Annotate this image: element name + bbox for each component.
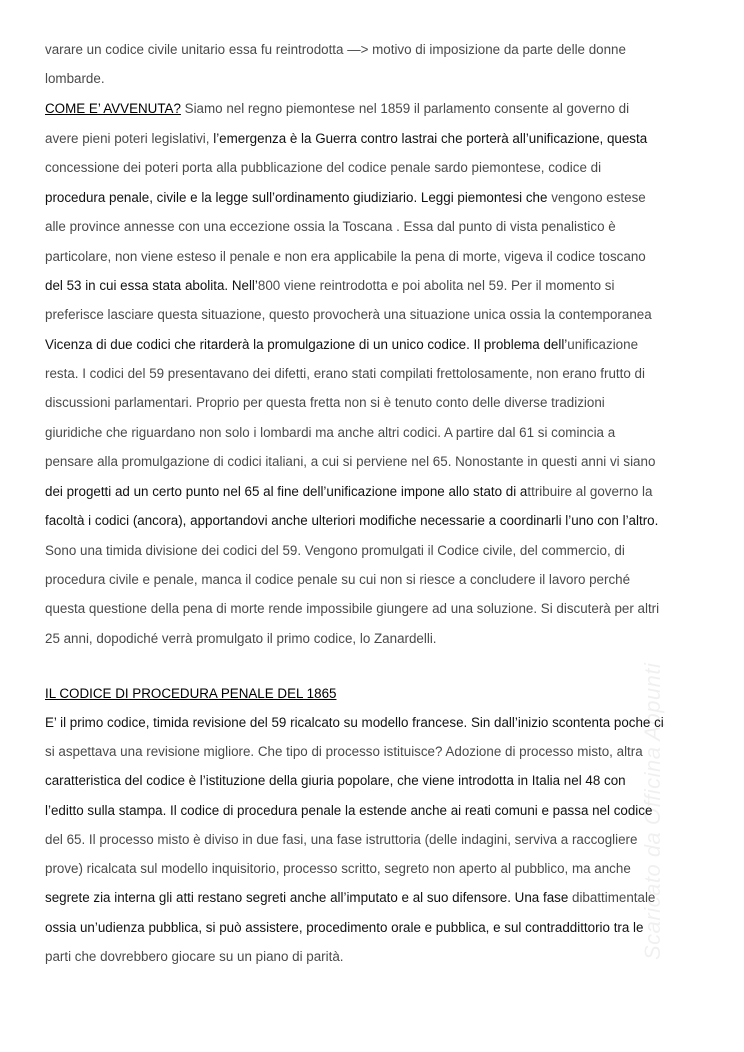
text-segment: particolare, non viene esteso il penale e non era applicabile la pena di morte, vigeva il codice toscano [45,249,646,264]
text-segment: pensare alla promulgazione di codici italiani, a cui si perviene nel 65. Nonostante in questi anni vi siano [45,454,656,469]
text-line [45,918,643,938]
text-line [45,188,646,208]
text-segment: prove) ricalcata sul modello inquisitorio, processo scritto, segreto non aperto al pubblico, ma anche [45,861,631,876]
text-line [45,629,437,649]
text-segment: Sono una timida divisione dei codici del 59. Vengono promulgati il Codice civile, del commercio, di [45,543,625,558]
section-heading [45,684,336,704]
text-line [45,247,646,267]
text-line [45,276,614,296]
text-line [45,511,658,531]
text-segment: si aspettava una revisione migliore. Che tipo di processo istituisce? Adozione di processo misto, altra [45,744,643,759]
text-segment: concessione dei poteri porta alla pubblicazione del codice penale sardo piemontese, codice di [45,160,602,175]
text-line [45,482,652,502]
text-line [45,801,652,821]
text-segment: Siamo nel regno piemontese nel 1859 il parlamento consente al governo di [180,101,630,116]
text-segment: preferisce lasciare questa situazione, questo provocherà una situazione unica ossia la contemporanea [45,307,652,322]
text-segment: procedura penale, civile e la legge sull’ordinamento giudiziario. Leggi piemontesi che [45,190,548,205]
text-segment: dei progetti ad un certo punto nel 65 al fine dell’unificazione impone allo stato di a [45,484,528,499]
text-segment: avere pieni poteri legislativi, [45,131,214,146]
text-segment: caratteristica del codice è l’istituzione della giuria popolare, che viene introdotta in Italia nel 48 con [45,773,626,788]
text-segment: procedura civile e penale, manca il codice penale su cui non si riesce a concludere il lavoro perché [45,572,631,587]
text-line [45,859,631,879]
text-segment: ttribuire al governo la [527,484,653,499]
text-segment: del 65. Il processo misto è diviso in due fasi, una fase istruttoria (delle indagini, serviva a raccogliere [45,832,638,847]
text-line [45,599,659,619]
text-line [45,335,638,355]
text-segment: 25 anni, dopodiché verrà promulgato il primo codice, lo Zanardelli. [45,631,437,646]
text-segment: ossia un’udienza pubblica, si può assistere, procedimento orale e pubblica, e sul contraddittorio tra le [45,920,644,935]
text-line [45,305,652,325]
text-segment: vengono estese [547,190,646,205]
text-line [45,570,630,590]
text-segment: discussioni parlamentari. Proprio per questa fretta non si è tenuto conto delle diverse tradizioni [45,395,605,410]
text-line [45,423,615,443]
text-line [45,771,626,791]
heading-text: COME E’ AVVENUTA? [45,101,181,116]
text-line [45,713,664,733]
text-line [45,364,645,384]
text-line [45,99,629,119]
text-segment: lombarde. [45,71,105,86]
text-segment: questa questione della pena di morte rende impossibile giungere ad una soluzione. Si discuterà per altri [45,601,660,616]
text-segment: segrete zia interna gli atti restano segreti anche all’imputato e al suo difensore. Una fase [45,890,569,905]
text-segment: giuridiche che riguardano non solo i lombardi ma anche altri codici. A partire dal 61 si comincia a [45,425,616,440]
text-segment: alle province annesse con una eccezione ossia la Toscana . Essa dal punto di vista penalistico è [45,219,616,234]
text-line [45,947,344,967]
text-segment: E’ il primo codice, timida revisione del 59 ricalcato su modello francese. Sin dall’inizio scontenta poche ci [45,715,664,730]
text-segment: Vicenza di due codici che ritarderà la promulgazione di un unico codice. Il problema dell’ [45,337,568,352]
text-line [45,541,625,561]
heading-text: IL CODICE DI PROCEDURA PENALE DEL 1865 [45,686,337,701]
text-segment: unificazione [567,337,639,352]
text-line [45,129,647,149]
watermark-text: Scaricato da Officina Appunti [640,662,665,960]
text-line [45,158,601,178]
text-segment: l’emergenza è la Guerra contro lastrai che porterà all’unificazione, questa [213,131,648,146]
text-line [45,830,637,850]
text-segment: 800 viene reintrodotta e poi abolita nel 59. Per il momento si [257,278,615,293]
text-line [45,742,643,762]
text-line [45,393,605,413]
text-segment: varare un codice civile unitario essa fu reintrodotta —> motivo di imposizione da parte delle donne [45,42,626,57]
text-segment: resta. I codici del 59 presentavano dei difetti, erano stati compilati frettolosamente, non erano frutto di [45,366,645,381]
text-line [45,452,655,472]
text-line [45,217,616,237]
text-line [45,40,626,60]
text-segment: dibattimentale [568,890,656,905]
text-line [45,69,105,89]
text-segment: l’editto sulla stampa. Il codice di procedura penale la estende anche ai reati comuni e passa nel codice [45,803,653,818]
text-line [45,888,655,908]
text-segment: facoltà i codici (ancora), apportandovi anche ulteriori modifiche necessarie a coordinarli l’uno con l’altro. [45,513,659,528]
text-segment: del 53 in cui essa stata abolita. Nell’ [45,278,258,293]
text-segment: parti che dovrebbero giocare su un piano di parità. [45,949,344,964]
